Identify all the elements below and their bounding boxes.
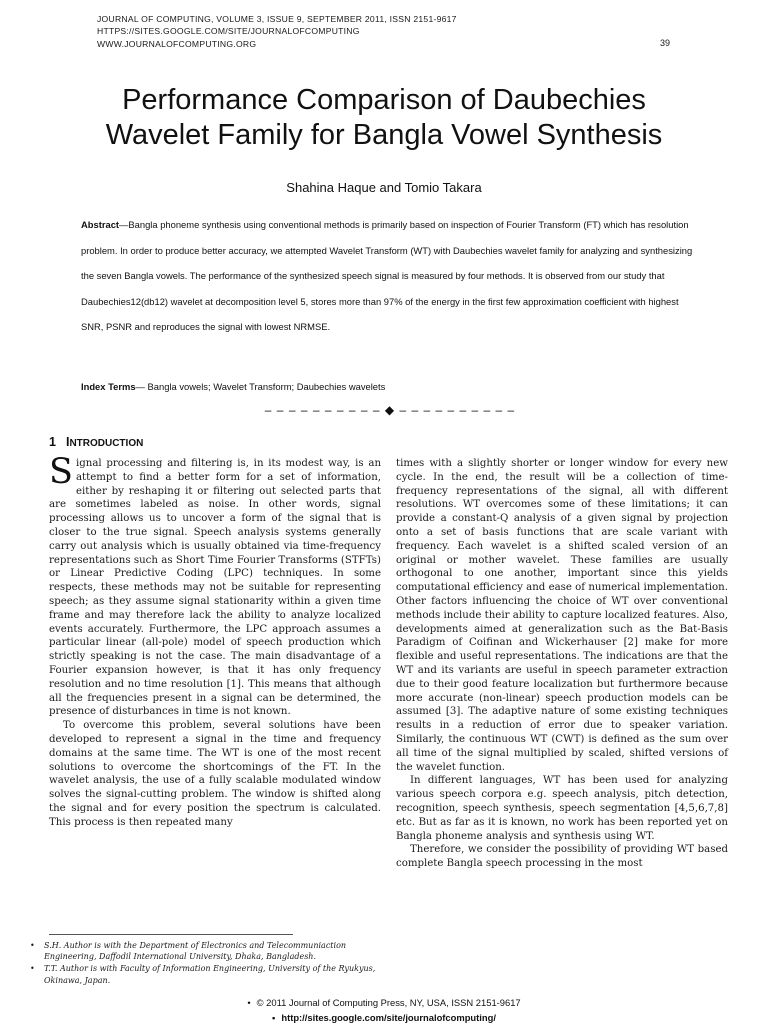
section-title-rest: NTRODUCTION [69,438,144,449]
running-header [97,13,677,50]
section-heading [49,435,143,449]
footnotes [30,940,390,987]
page-number: 39 [660,38,671,48]
abstract-text: —Bangla phoneme synthesis using conventional methods is primarily based on inspection of Fourier Transform (FT) which has resolution problem. In order to produce better accuracy, we attempted Wavelet Transform (WT) with Daubechies wavelet family for analyzing and synthesizing the seven Bangla vowels. The performance of the synthesized speech signal is measured by four methods. It is observed from our study that Daubechies12(db12) wavelet at decomposition level 5, stores more than 97% of the energy in the first few approximation coefficient with highest SNR, PSNR and reproduces the signal with lowest NRMSE. [81,219,693,333]
footer-url [0,1012,768,1023]
section-divider: – – – – – – – – – – ◆ – – – – – – – – – – [264,403,516,417]
index-terms [81,381,696,392]
footnote-item: • S.H. Author is with the Department of Electronics and Telecommuniaction Engineering, Daffodil International University, Dhaka, Bangladesh. [30,940,390,962]
paragraph [49,452,381,719]
footnote-item: • T.T. Author is with Faculty of Information Engineering, University of the Ryukyus, Okinawa, Japan. [30,963,390,985]
paragraph: Therefore, we consider the possibility of providing WT based complete Bangla speech processing in the most [396,844,728,870]
abstract [81,212,696,340]
title-line-2: Wavelet Family for Bangla Vowel Synthesis [105,119,663,151]
section-title-initial: I [65,435,70,449]
footer-link[interactable]: http://sites.google.com/site/journalofcomputing/ [281,1012,496,1023]
index-terms-label: Index Terms [81,381,136,392]
right-column [396,457,728,871]
paragraph: times with a slightly shorter or longer window for every new cycle. In the end, the result will be a collection of time-frequency representations of the signal, all with different resolutions. WT overcomes some of these limitations; it can provide a constant-Q analysis of a given signal by projection onto a set of basis functions that are scale variant with frequency. Each wavelet is a shifted scaled version of an original or mother wavelet. These families are usually orthogonal to one another, important since this yields computational efficiency and ease of numerical implementation. Other factors influencing the choice of WT over conventional methods include their ability to capture localized features. Also, developments aimed at generalization such as the Bat-Basis Paradigm of Coifinan and Wickerhauser [2] make for more flexible and useful representations. The indications are that the WT and its variants are useful in speech parameter extraction due to their good feature localization but furthermore because more accurate (non-linear) speech production models can be assumed [3]. The adaptive nature of some existing techniques results in a reduction of error due to speaker variation. Similarly, the continuous WT (CWT) is defined as the sum over all time of the signal multiplied by scaled, shifted versions of the wavelet function. [396,458,728,773]
paper-title [40,83,728,153]
section-number: 1 [49,435,56,449]
bullet-icon: • [272,1012,276,1023]
journal-site-line: WWW.JOURNALOFCOMPUTING.ORG [97,38,257,49]
authors: Shahina Haque and Tomio Takara [286,180,482,195]
index-terms-text: — Bangla vowels; Wavelet Transform; Daubechies wavelets [135,381,386,392]
paragraph-text: ignal processing and filtering is, in its modest way, is an attempt to find a better form for a set of information, either by reshaping it or filtering out selected parts that are sometimes labeled as noise. In other words, signal processing allows us to uncover a form of the signal that is closer to the true signal. Speech analysis systems generally carry out analysis which is usually obtained via time-frequency representations such as Short Time Fourier Transforms (STFTs) or Linear Predictive Coding (LPC) techniques. In some respects, these methods may not be suitable for representing speech; as they assume signal stationarity within a given time frame and may therefore lack the ability to analyze localized events accurately. Furthermore, the LPC approach assumes a particular linear (all-pole) model of speech production which strictly speaking is not the case. The main disadvantage of a Fourier expansion however, is that it has only frequency resolution and no time resolution [1]. This means that although all the frequencies present in a signal can be determined, the presence of disturbances in time is not known. [49,458,381,718]
footnote-rule [49,934,293,935]
copyright-text: © 2011 Journal of Computing Press, NY, USA, ISSN 2151-9617 [256,997,521,1008]
abstract-label: Abstract [81,219,120,230]
paragraph: To overcome this problem, several solutions have been developed to represent a signal in the time and frequency domains at the same time. The WT is one of the most recent solutions to overcome the shortcomings of the FT. In the wavelet analysis, the use of a fully scalable modulated window solves the signal-cutting problem. The window is shifted along the signal and for every position the spectrum is calculated. This process is then repeated many [49,720,381,828]
journal-url-line: HTTPS://SITES.GOOGLE.COM/SITE/JOURNALOFCOMPUTING [97,26,360,37]
drop-cap: S [49,452,73,492]
left-column [49,452,381,830]
title-line-1: Performance Comparison of Daubechies [122,84,646,116]
paragraph: In different languages, WT has been used for analyzing various speech corpora e.g. speech analysis, pitch detection, recognition, speech synthesis, speech segmentation [4,5,6,7,8] etc. But as far as it is known, no work has been reported yet on Bangla phoneme analysis and synthesis using WT. [396,775,728,842]
footer-copyright [0,997,768,1008]
journal-line: JOURNAL OF COMPUTING, VOLUME 3, ISSUE 9, SEPTEMBER 2011, ISSN 2151-9617 [97,14,457,24]
bullet-icon: • [247,997,251,1008]
